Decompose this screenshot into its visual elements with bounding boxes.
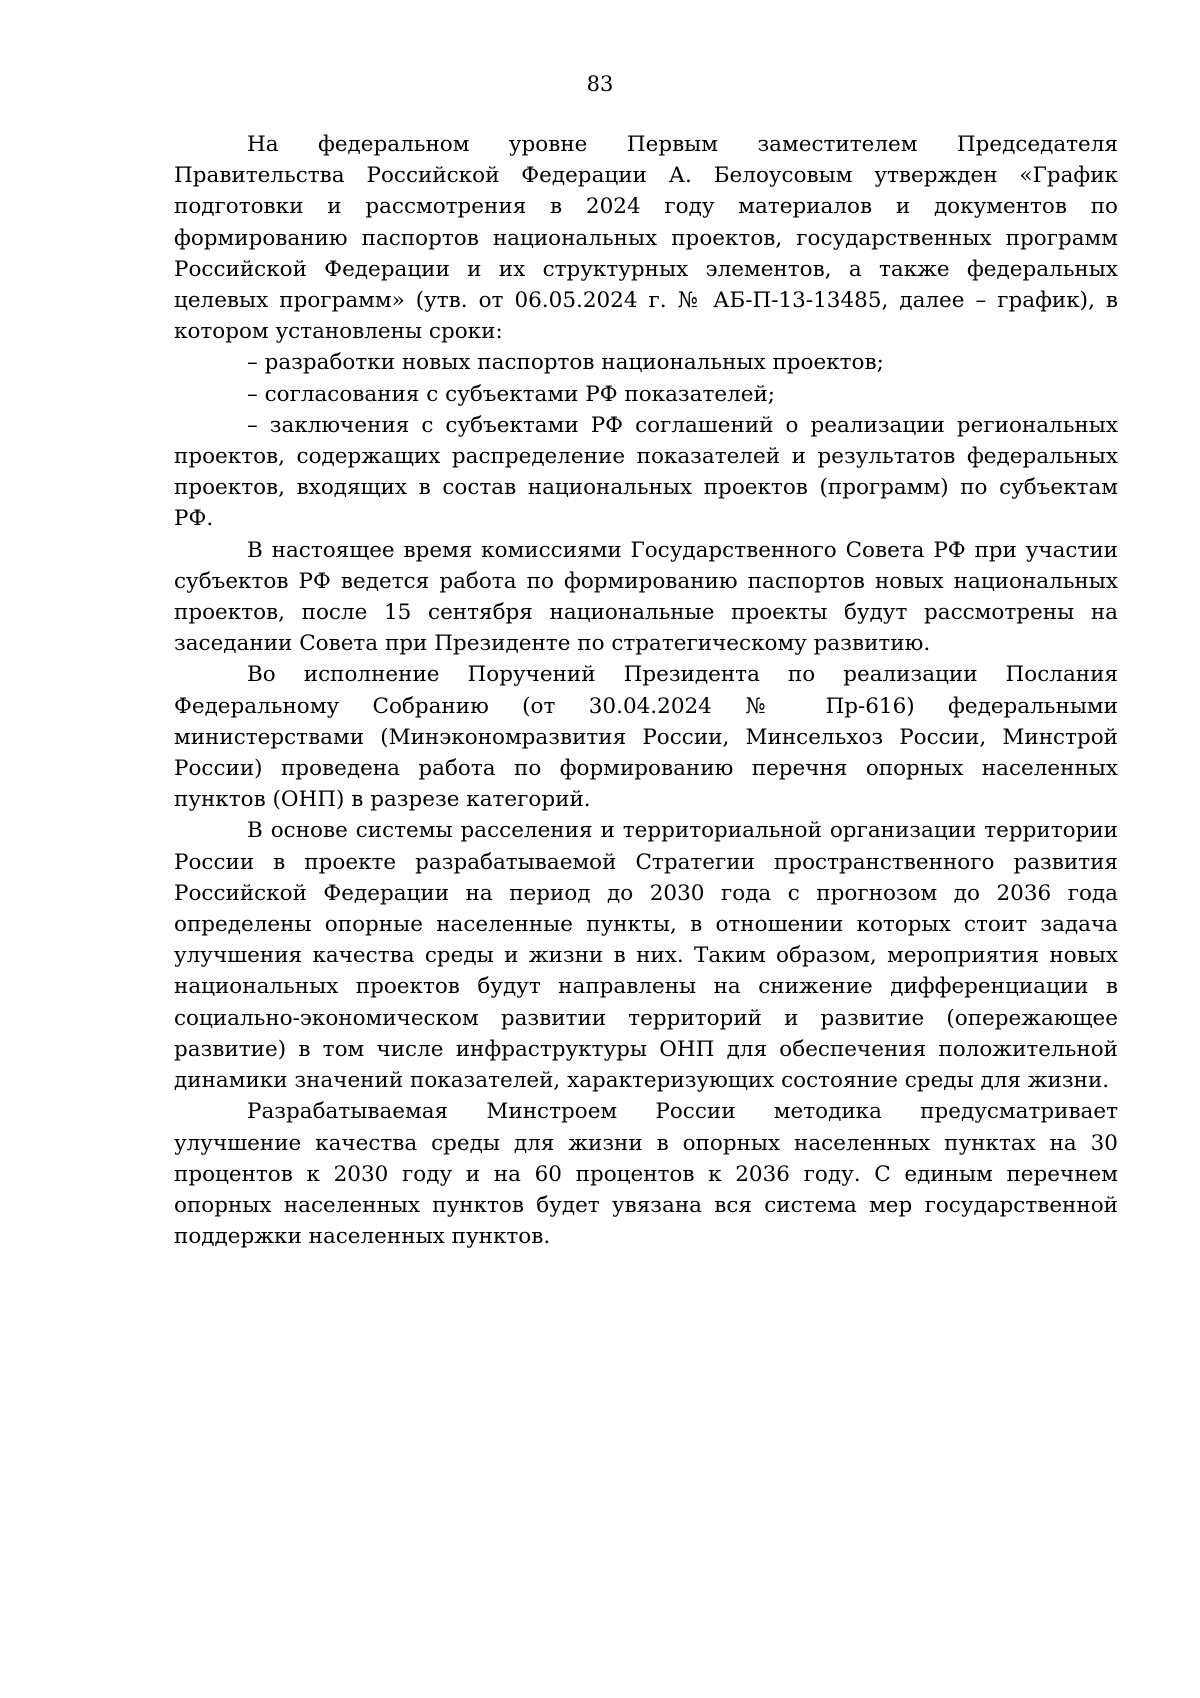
- list-item-passport-development: – разработки новых паспортов национальных проектов;: [247, 350, 884, 376]
- paragraph-methodology: Разрабатываемая Минстроем России методика предусматривает улучшение качества среды для жизни в опорных населенных пунктах на 30 процентов к 2030 году и на 60 процентов к 2036 году. С единым перечнем опорных населенных пунктов будет увязана вся система мер государственной поддержки населенных пунктов.: [174, 1099, 1118, 1250]
- list-item-indicator-agreement: – согласования с субъектами РФ показателей;: [247, 381, 776, 407]
- paragraph-schedule-approval: На федеральном уровне Первым заместителем Председателя Правительства Российской Федерации А. Белоусовым утвержден «График подготовки и рассмотрения в 2024 году материалов и документов по формированию паспортов национальных проектов, государственных программ Российской Федерации и их структурных элементов, а также федеральных целевых программ» (утв. от 06.05.2024 г. № АБ-П-13-13485, далее – график), в котором установлены сроки:: [174, 132, 1118, 345]
- paragraph-spatial-strategy: В основе системы расселения и территориальной организации территории России в проекте разрабатываемой Стратегии пространственного развития Российской Федерации на период до 2030 года с прогнозом до 2036 года определены опорные населенные пункты, в отношении которых стоит задача улучшения качества среды и жизни в них. Таким образом, мероприятия новых национальных проектов будут направлены на снижение дифференциации в социально-экономическом развитии территорий и развитие (опережающее развитие) в том числе инфраструктуры ОНП для обеспечения положительной динамики значений показателей, характеризующих состояние среды для жизни.: [174, 818, 1118, 1094]
- page-number: 83: [586, 72, 614, 96]
- paragraph-state-council: В настоящее время комиссиями Государственного Совета РФ при участии субъектов РФ ведется работа по формированию паспортов новых национальных проектов, после 15 сентября национальные проекты будут рассмотрены на заседании Совета при Президенте по стратегическому развитию.: [174, 537, 1118, 657]
- paragraph-presidential-orders: Во исполнение Поручений Президента по реализации Послания Федеральному Собранию (от 30.04.2024 № Пр-616) федеральными министерствами (Минэкономразвития России, Минсельхоз России, Минстрой России) проведена работа по формированию перечня опорных населенных пунктов (ОНП) в разрезе категорий.: [174, 662, 1118, 813]
- list-item-regional-agreements: – заключения с субъектами РФ соглашений о реализации региональных проектов, содержащих распределение показателей и результатов федеральных проектов, входящих в состав национальных проектов (программ) по субъектам РФ.: [174, 412, 1118, 532]
- document-body: [174, 129, 1118, 1252]
